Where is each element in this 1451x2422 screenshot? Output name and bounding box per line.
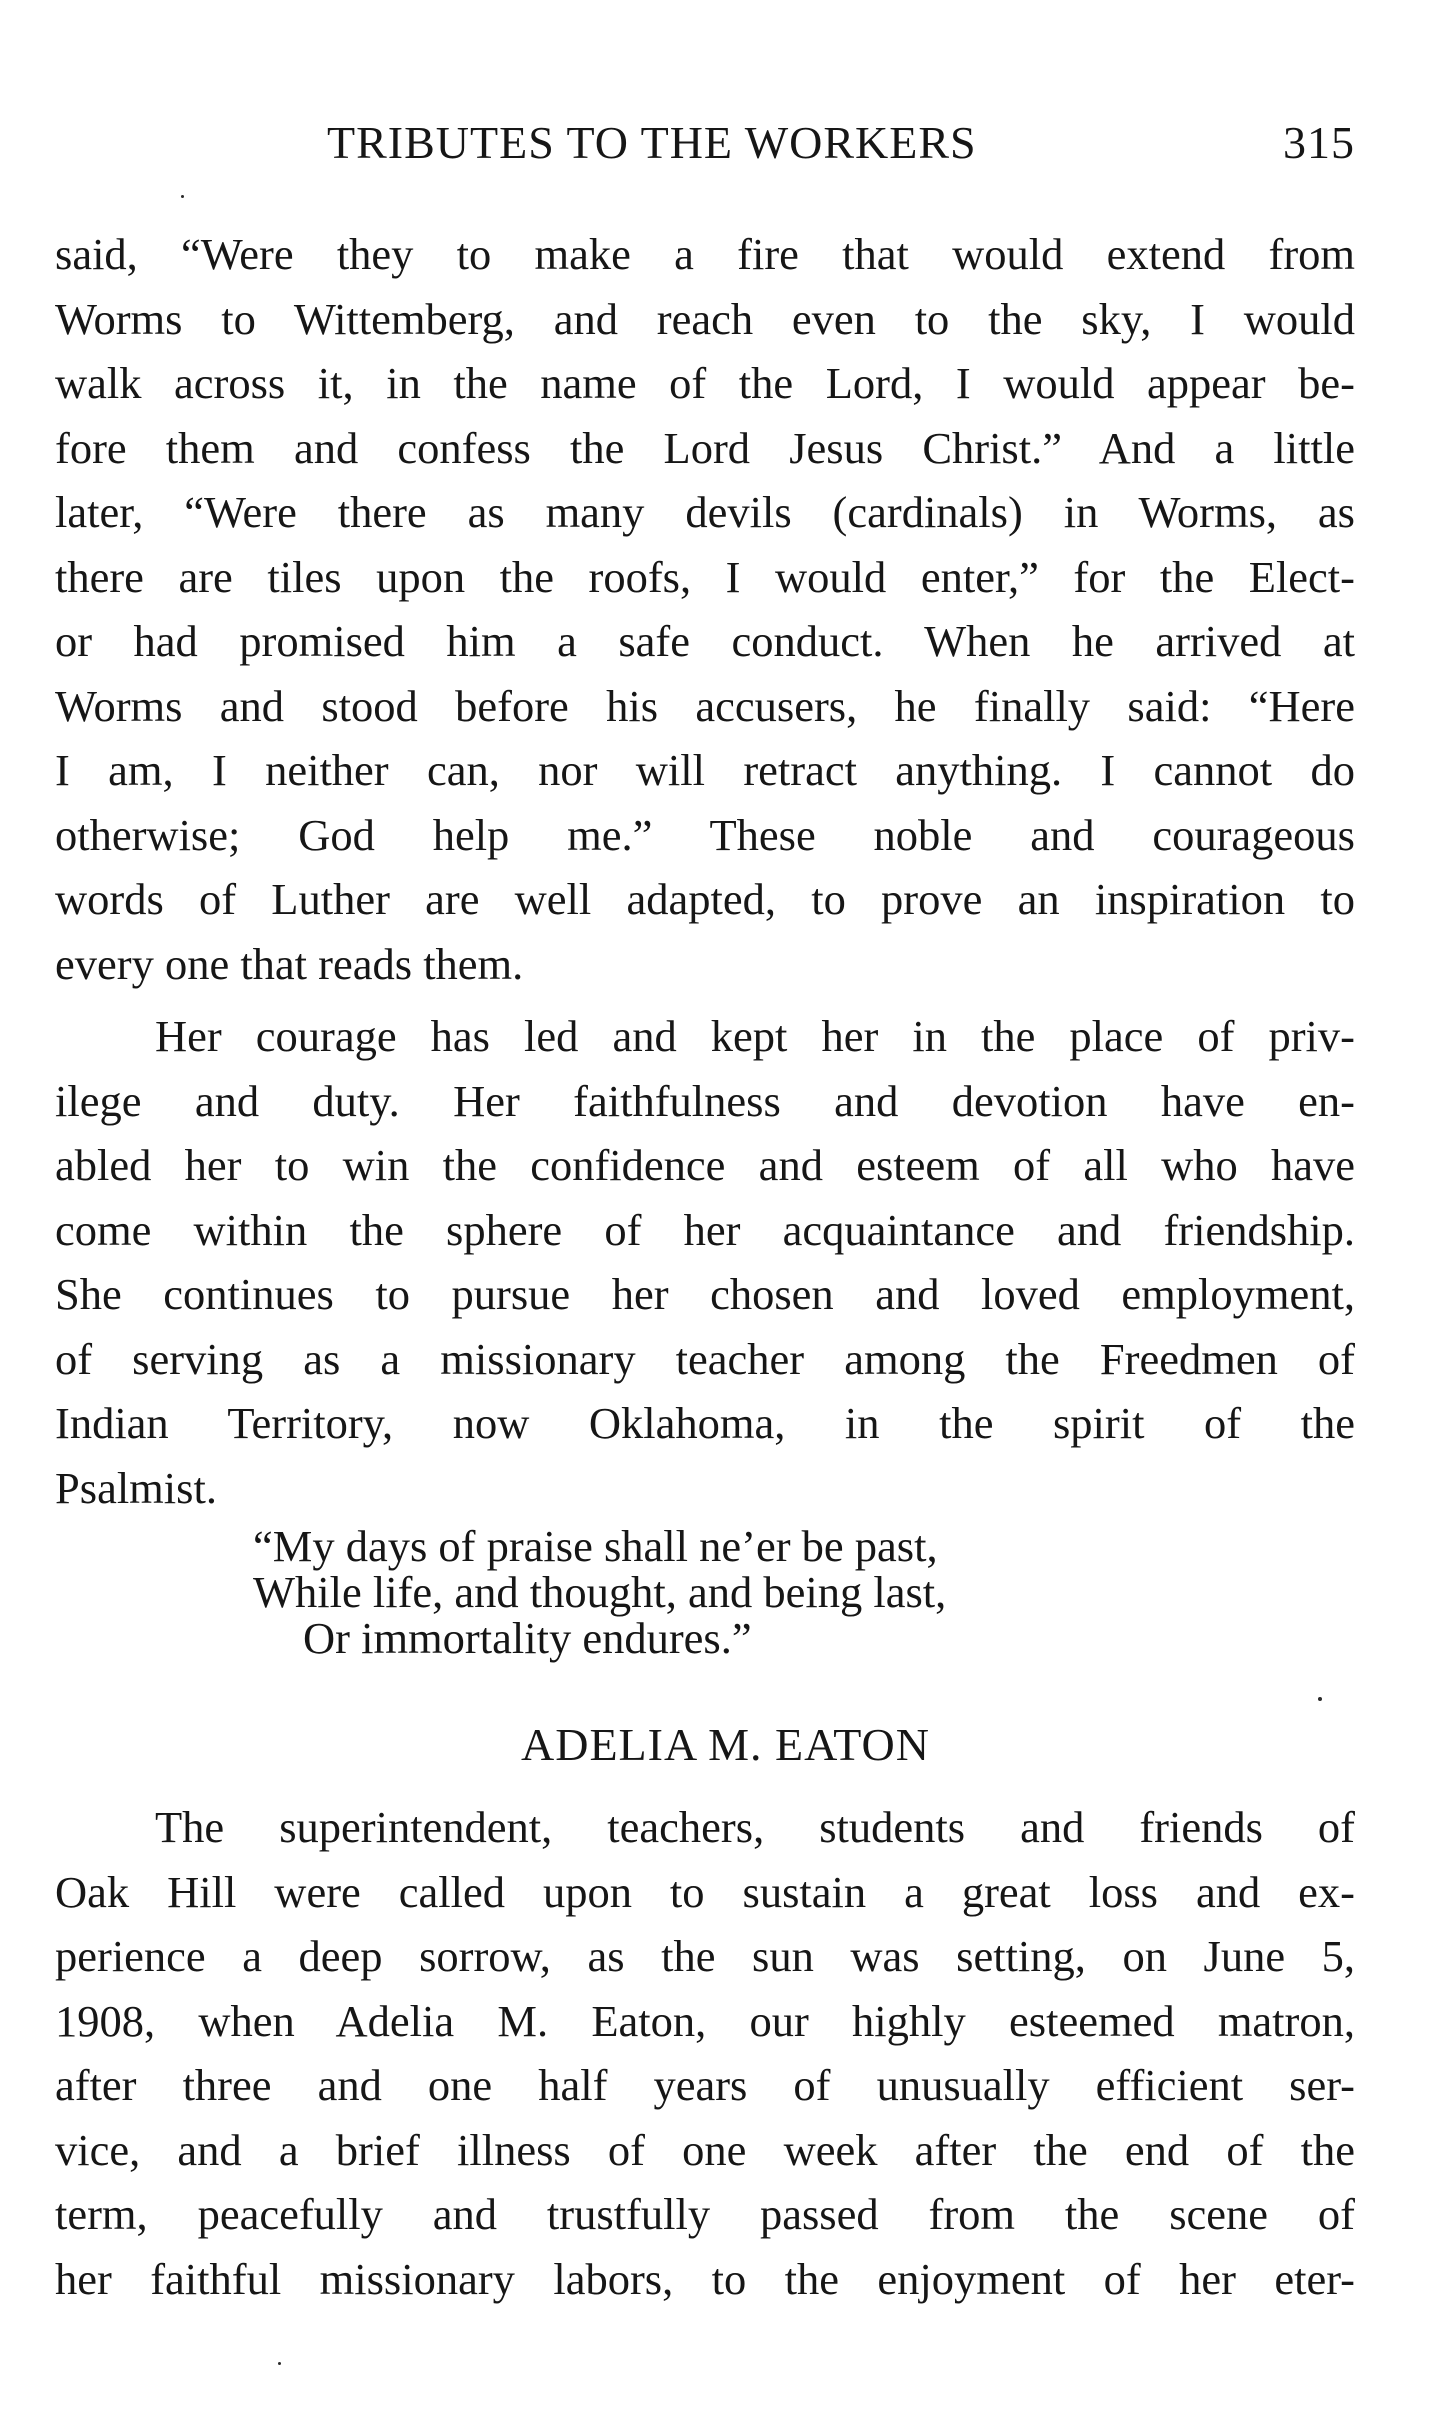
text-line: after three and one half years of unusually efficient ser- xyxy=(55,2060,1355,2110)
text-line: I am, I neither can, nor will retract anything. I cannot do xyxy=(55,745,1355,795)
text-line: there are tiles upon the roofs, I would enter,” for the Elect- xyxy=(55,551,1355,602)
text-line: words of Luther are well adapted, to prove an inspiration to xyxy=(55,874,1355,924)
text-line: ilege and duty. Her faithfulness and devotion have en- xyxy=(55,1075,1355,1126)
text-line: Oak Hill were called upon to sustain a great loss and ex- xyxy=(55,1866,1355,1917)
verse-line: While life, and thought, and being last, xyxy=(253,1567,947,1617)
text-line: of serving as a missionary teacher among the Freedmen of xyxy=(55,1333,1355,1384)
text-line: every one that reads them. xyxy=(55,938,524,989)
text-line: or had promised him a safe conduct. When he arrived at xyxy=(55,616,1355,666)
text-line: perience a deep sorrow, as the sun was setting, on June 5, xyxy=(55,1931,1355,1981)
paragraph-her-courage xyxy=(55,1004,1355,1520)
ink-speck xyxy=(1318,1697,1322,1701)
paragraph-adelia-eaton xyxy=(55,1795,1355,2311)
ink-speck xyxy=(181,195,184,198)
paragraph-luther-quote xyxy=(55,222,1355,996)
text-line: later, “Were there as many devils (cardinals) in Worms, as xyxy=(55,487,1355,537)
text-line: She continues to pursue her chosen and loved employment, xyxy=(55,1269,1355,1319)
text-line: Worms and stood before his accusers, he finally said: “Here xyxy=(55,680,1355,731)
text-line: fore them and confess the Lord Jesus Christ.” And a little xyxy=(55,422,1355,473)
text-line: vice, and a brief illness of one week after the end of the xyxy=(55,2124,1355,2175)
verse-line: “My days of praise shall ne’er be past, xyxy=(253,1521,938,1571)
text-line: Indian Territory, now Oklahoma, in the spirit of the xyxy=(55,1398,1355,1448)
text-line: 1908, when Adelia M. Eaton, our highly esteemed matron, xyxy=(55,1995,1355,2046)
page-number: 315 xyxy=(1283,117,1355,168)
verse-line: Or immortality endures.” xyxy=(303,1613,752,1663)
text-line: The superintendent, teachers, students and friends of xyxy=(155,1802,1355,1852)
text-line: her faithful missionary labors, to the enjoyment of her eter- xyxy=(55,2253,1355,2304)
ink-speck xyxy=(278,2362,281,2365)
text-line: come within the sphere of her acquaintance and friendship. xyxy=(55,1204,1355,1255)
verse-quotation xyxy=(253,1523,946,1661)
text-line: term, peacefully and trustfully passed from the scene of xyxy=(55,2189,1355,2239)
text-line: said, “Were they to make a fire that would extend from xyxy=(55,229,1355,279)
running-title: TRIBUTES TO THE WORKERS xyxy=(327,117,977,168)
text-line: otherwise; God help me.” These noble and courageous xyxy=(55,809,1355,860)
text-line: walk across it, in the name of the Lord, I would appear be- xyxy=(55,358,1355,408)
text-line: Psalmist. xyxy=(55,1462,217,1513)
text-line: abled her to win the confidence and esteem of all who have xyxy=(55,1140,1355,1190)
running-head xyxy=(55,116,1355,176)
section-heading: ADELIA M. EATON xyxy=(521,1719,930,1770)
text-line: Worms to Wittemberg, and reach even to the sky, I would xyxy=(55,293,1355,344)
text-line: Her courage has led and kept her in the place of priv- xyxy=(155,1011,1355,1061)
